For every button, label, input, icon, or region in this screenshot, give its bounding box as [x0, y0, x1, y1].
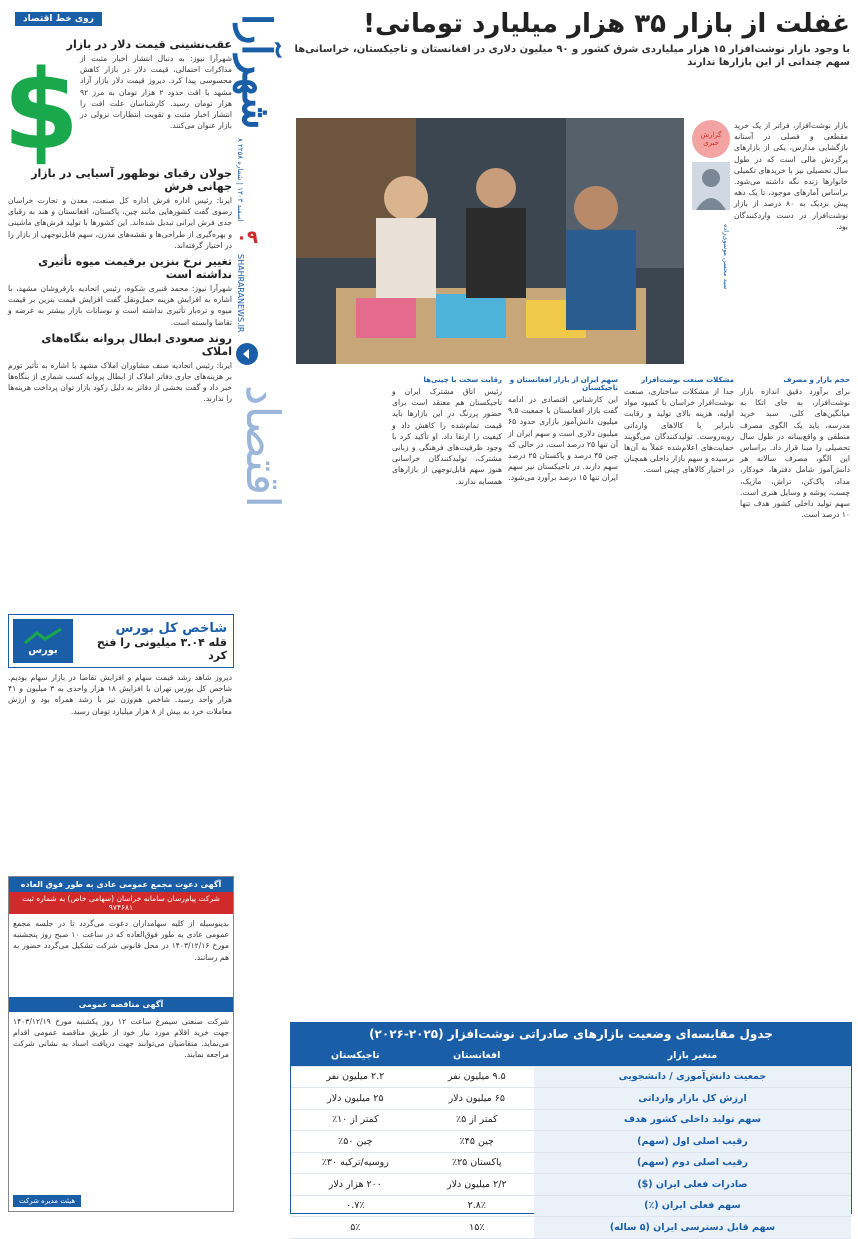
- report-badge: گزارش خبری: [692, 120, 730, 158]
- table-cell: کمتر از ۵٪: [420, 1109, 534, 1131]
- column-heading: مشکلات صنعت نوشت‌افزار: [641, 376, 734, 384]
- table-cell: سهم قابل دسترسی ایران (۵ ساله): [534, 1217, 851, 1239]
- bourse-subtitle: قله ۳.۰۴ میلیونی را فتح کرد: [96, 635, 227, 662]
- article-header: [290, 10, 850, 69]
- sidebar-body: ایرنا: رئیس اتحادیه صنف مشاوران املاک مشهد با اشاره به تأثیر تورم بر هزینه‌های جاری دفاتر املاک از ابطال پروانه کسب شماری از بنگاه‌ها خبر داد و گفت بخشی از دفاتر به دلیل رکود بازار توان پرداخت هزینه‌ها را ندارند.: [8, 360, 232, 404]
- table-cell: ۵٪: [291, 1217, 420, 1239]
- column-body: جدا از مشکلات ساختاری، صنعت نوشت‌افزار خراسان با کمبود مواد اولیه، هزینه بالای تولید و رقابت نابرابر با کالاهای وارداتی روبه‌روست. تولیدکنندگان می‌گویند حمایت‌های اعلام‌شده عملاً به آن‌ها نرسیده و سهم بازار داخلی همچنان در اختیار کالاهای چینی است.: [624, 387, 734, 475]
- table-cell: چین ۵۰٪: [291, 1131, 420, 1153]
- table-cell: روسیه/ترکیه ۳۰٪: [291, 1152, 420, 1174]
- sidebar-body: شهرآرا نیوز: به دنبال انتشار اخبار مثبت از مذاکرات احتمالی، قیمت دلار در بازار کاهش محسوسی پیدا کرد. دیروز قیمت دلار بازار آزاد مشهد با افت حدود ۲ هزار تومان به مرز ۹۲ هزار تومان رسید. کارشناسان علت افت را انتشار اخبار مثبت و تقویت انتظارات نزولی در بازار عنوان می‌کنند.: [80, 54, 232, 131]
- lead-text: بازار نوشت‌افزار، فراتر از یک خرید مقطعی و فصلی در آستانه بازگشایی مدارس، یکی از بازارهای پرگردش مالی است که در طول سال تحصیلی نیز با خریدهای تکمیلی خانوارها زنده نگه داشته می‌شود. براساس آمارهای موجود، تا یک دهه پیش نزدیک به ۸۰ درصد از بازار نوشت‌افزار در دست واردکنندگان بود.: [734, 121, 848, 231]
- sidebar-body: شهرآرا نیوز: محمد قنبری شکوه، رئیس اتحادیه بارفروشان مشهد، با اشاره به افزایش هزینه حمل‌ونقل گفت افزایش قیمت بنزین بر قیمت میوه و تره‌بار تأثیری نداشته است و نوسانات بازار بیشتر به عرضه و تقاضا وابسته است.: [8, 284, 232, 327]
- table-cell: ۶۵ میلیون دلار: [420, 1088, 534, 1110]
- table-cell: سهم تولید داخلی کشور هدف: [534, 1109, 851, 1131]
- table-header: تاجیکستان: [291, 1045, 420, 1066]
- section-name: اقتصاد: [236, 384, 290, 508]
- table-row: [291, 1174, 851, 1196]
- article-photo: [296, 118, 684, 364]
- dollar-icon: [2, 46, 80, 174]
- table-cell: ۹.۵ میلیون نفر: [420, 1066, 534, 1088]
- ad2-title: آگهی مناقصه عمومی: [9, 997, 233, 1012]
- table-header: متغیر بازار: [534, 1045, 851, 1066]
- ad1-body: بدینوسیله از کلیه سهامداران دعوت می‌گردد تا در جلسه مجمع عمومی عادی به طور فوق‌العاده که در ساعت ۱۰ صبح روز پنجشنبه مورخ ۱۴۰۳/۱۲/۱۶ در محل قانونی شرکت تشکیل می‌گردد حضور به هم رسانند.: [13, 919, 229, 962]
- ad-block: [8, 876, 234, 1212]
- ad-footer: هیئت مدیره شرکت: [13, 1195, 81, 1207]
- table-cell: ۰.۷٪: [291, 1195, 420, 1217]
- table-row: [291, 1131, 851, 1153]
- table-cell: پاکستان ۲۵٪: [420, 1152, 534, 1174]
- table-cell: ۲۵ میلیون دلار: [291, 1088, 420, 1110]
- comparison-table: [290, 1022, 852, 1233]
- table-row: [291, 1088, 851, 1110]
- table-row: [291, 1109, 851, 1131]
- brand-logo: شهرآرا: [233, 14, 280, 130]
- column-heading: سهم ایران از بازار افغانستان و تاجیکستان: [509, 376, 618, 392]
- bourse-title: شاخص کل بورس: [115, 620, 227, 636]
- table-row: [291, 1195, 851, 1217]
- date-line: ۸ اسفند ۱۴۰۳ | شماره ۲۲۵۸: [236, 137, 244, 222]
- sidebar-title: تغییر نرخ بنزین برقیمت میوه تأثیری نداشته است: [38, 255, 232, 282]
- table-cell: ۲.۸٪: [420, 1195, 534, 1217]
- page-number: ۰۹: [236, 227, 258, 249]
- table-row: [291, 1066, 851, 1088]
- table-cell: کمتر از ۱۰٪: [291, 1109, 420, 1131]
- table-header: افغانستان: [420, 1045, 534, 1066]
- masthead: [233, 14, 290, 614]
- subheadline: با وجود بازار نوشت‌افزار ۱۵ هزار میلیاردی شرق کشور و ۹۰ میلیون دلاری در افغانستان و تاجیکستان، خراسانی‌ها سهم چندانی از این بازارها ندارند: [294, 43, 850, 68]
- site-url: SHAHRARANEWS.IR: [236, 254, 245, 333]
- ad2-body: شرکت صنعتی سیمرغ ساعت ۱۲ روز یکشنبه مورخ ۱۴۰۳/۱۲/۱۹ جهت خرید اقلام مورد نیاز خود از طریق مناقصه عمومی اقدام می‌نماید. متقاضیان می‌توانند جهت دریافت اسناد به نشانی شرکت مراجعه نمایند.: [13, 1016, 230, 1060]
- author-name: سید محسن موسوی‌زاده: [722, 224, 730, 290]
- column-heading: حجم بازار و مصرف: [783, 376, 850, 384]
- table-title: جدول مقایسه‌ای وضعیت بازارهای صادراتی نوشت‌افزار (۲۰۲۵-۲۰۲۶): [291, 1023, 851, 1045]
- chart-up-icon: [23, 627, 63, 645]
- table-row: [291, 1217, 851, 1239]
- sidebar-body: ایرنا: رئیس اداره فرش اداره کل صنعت، معدن و تجارت خراسان رضوی گفت کشورهایی مانند چین، پاکستان، افغانستان و هند به رقبای جدی فرش ایرانی تبدیل شده‌اند. این کشورها با تولید فرش‌های ماشینی و بهره‌گیری از طراحی‌ها و نقشه‌های مدرن، سهم قابل‌توجهی از بازار را در اختیار گرفته‌اند.: [8, 196, 232, 250]
- column-3: [508, 372, 618, 484]
- column-heading: رقابت سخت با چینی‌ها: [423, 376, 502, 384]
- table-cell: ۲/۲ میلیون دلار: [420, 1174, 534, 1196]
- bourse-body: دیروز شاهد رشد قیمت سهام و افزایش تقاضا در بازار سهام بودیم. شاخص کل بورس تهران با افزایش ۱۸ هزار واحدی به ۳ میلیون و ۴۱ هزار واحد رسید. شاخص هم‌وزن نیز با رشد همراه بود و ارزش معاملات خرد به بیش از ۸ هزار میلیارد تومان رسید.: [8, 673, 232, 716]
- table-cell: رقیب اصلی دوم (سهم): [534, 1152, 851, 1174]
- table-cell: ۱۵٪: [420, 1217, 534, 1239]
- table-cell: چین ۴۵٪: [420, 1131, 534, 1153]
- headline: غفلت از بازار ۳۵ هزار میلیارد تومانی!: [363, 9, 850, 39]
- column-2: [624, 372, 734, 476]
- bourse-logo-text: بورس: [28, 644, 58, 656]
- column-body: برای برآورد دقیق اندازه بازار نوشت‌افزار، به جای اتکا به میانگین‌های کلی، سبد خرید مدرسه، باید یک الگوی مصرف منطقی و واقع‌بینانه در طول سال تحصیلی را مبنا قرار داد. براساس این الگو، مصرف سالانه هر دانش‌آموز شامل دفترها، خودکار، مداد، پاک‌کن، تراش، مازیک، چسب، پوشه و وسایل هنری است. سهم تولید داخلی کشور هدف تنها ۱۰ درصد است.: [740, 387, 850, 520]
- column-body: این کارشناس اقتصادی در ادامه گفت بازار افغانستان با جمعیت ۹.۵ میلیون دانش‌آموز بازاری حدود ۶۵ میلیون دلاری است و سهم ایران از آن تنها ۲۵ درصد است، در حالی که چین ۴۵ درصد و پاکستان ۲۵ درصد سهم دارند. در تاجیکستان نیز سهم ایران تنها ۱۵ درصد برآورد می‌شود.: [508, 395, 618, 483]
- arrow-icon: [236, 343, 258, 365]
- sidebar-item-realestate: [8, 332, 232, 405]
- sidebar-title: جولان رقبای نوظهور آسیایی در بازار جهانی فرش: [31, 167, 232, 193]
- table-cell: جمعیت دانش‌آموزی / دانشجویی: [534, 1066, 851, 1088]
- bourse-box: [8, 614, 234, 668]
- sidebar-item-fuel: [8, 255, 232, 328]
- column-1: [740, 372, 850, 520]
- sidebar-item-dollar: [2, 38, 232, 174]
- table-row: [291, 1152, 851, 1174]
- table-cell: سهم فعلی ایران (٪): [534, 1195, 851, 1217]
- ad1-title: آگهی دعوت مجمع عمومی عادی به طور فوق العاده: [9, 877, 233, 892]
- ad1-company: شرکت پیام‌رسان سامانه خراسان (سهامی خاص) به شماره ثبت ۹۷۴۶۸۱: [9, 892, 233, 914]
- table-cell: صادرات فعلی ایران ($): [534, 1174, 851, 1196]
- table-cell: ۲۰۰ هزار دلار: [291, 1174, 420, 1196]
- author-box: [690, 120, 848, 302]
- sidebar-item-carpet: [8, 167, 232, 251]
- sidebar-news: [2, 34, 232, 405]
- bourse-logo: [13, 619, 73, 663]
- section-badge: روی خط اقتصاد: [15, 12, 102, 26]
- table-cell: ارزش کل بازار وارداتی: [534, 1088, 851, 1110]
- column-4: [392, 372, 502, 487]
- author-photo: [692, 162, 730, 210]
- svg-text:$: $: [2, 46, 80, 174]
- table-cell: ۲.۲ میلیون نفر: [291, 1066, 420, 1088]
- column-body: رئیس اتاق مشترک ایران و تاجیکستان هم معتقد است برای حضور پررنگ در این بازارها باید قیمت تمام‌شده را کاهش داد و کیفیت را ارتقا داد. او تأکید کرد با وجود ظرفیت‌های فرهنگی و زبانی مشترک، تولیدکنندگان خراسانی هنوز سهم قابل‌توجهی از بازارهای همسایه ندارند.: [392, 387, 502, 486]
- table-cell: رقیب اصلی اول (سهم): [534, 1131, 851, 1153]
- sidebar-title: روند صعودی ابطال پروانه بنگاه‌های املاک: [41, 331, 232, 358]
- sidebar-title: عقب‌نشینی قیمت دلار در بازار: [66, 38, 232, 51]
